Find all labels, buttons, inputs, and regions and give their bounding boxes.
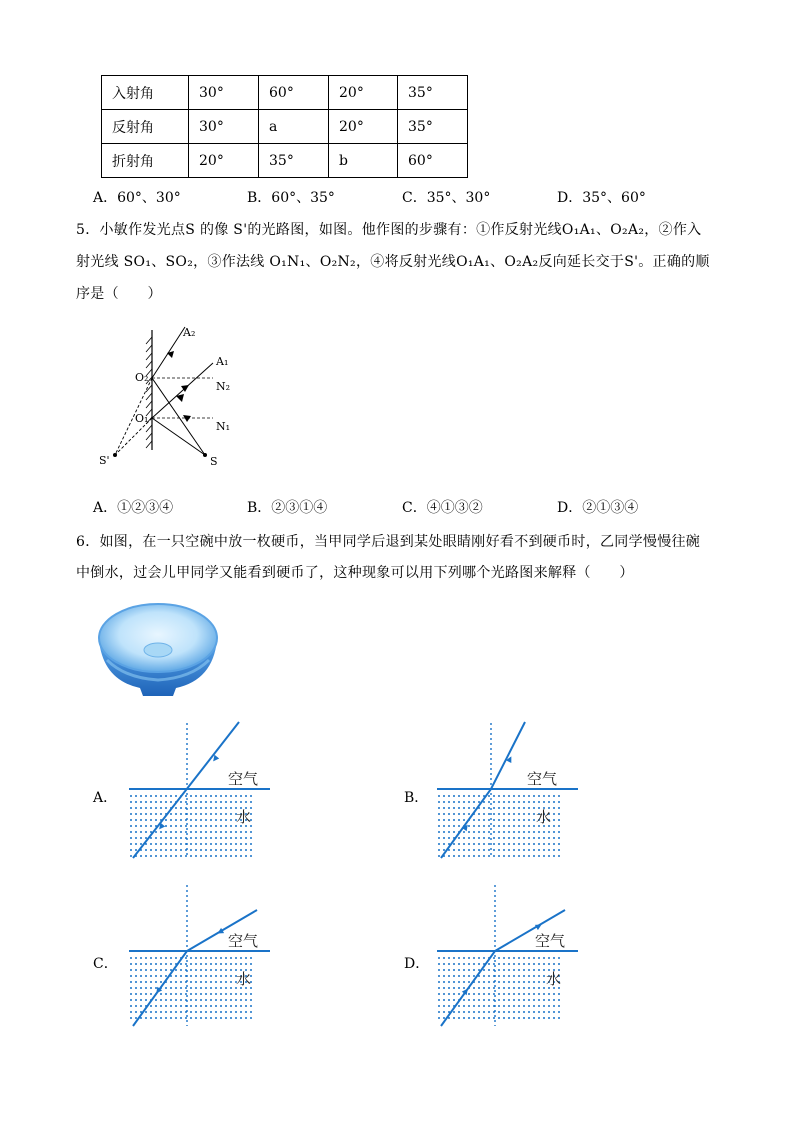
label-a2: A₂ [183,326,196,339]
air-label: 空气 [228,770,259,788]
label-s: S [210,455,218,468]
air-label: 空气 [535,932,566,950]
water-dots [130,795,252,857]
q4-option-b[interactable]: B．60°、35° [247,190,335,206]
water-label: 水 [546,970,562,988]
refraction-diagram-a[interactable] [125,718,275,864]
table-cell: 35° [259,144,329,178]
table-cell: 35° [398,110,468,144]
water-dots [130,957,252,1019]
water-label: 水 [236,970,252,988]
table-cell: 60° [398,144,468,178]
water-label: 水 [536,808,552,826]
coin-icon [144,643,172,657]
label-o1: O₁ [135,412,149,425]
light-source-point [203,453,207,457]
angle-table [101,75,468,178]
label-n1: N₁ [216,420,231,433]
air-label: 空气 [527,770,558,788]
table-cell: 35° [398,76,468,110]
label-o2: O₂ [135,371,149,384]
virtual-image-point [113,453,117,457]
label-n2: N₂ [216,380,231,393]
table-cell: 反射角 [102,110,189,144]
water-dots [438,957,560,1019]
q5-stem-line3: 序是（ ） [76,286,162,302]
q5-stem-line1: 5．小敏作发光点S 的像 S'的光路图，如图。他作图的步骤有：①作反射光线O₁A₁、O₂A₂，②作入 [76,222,702,238]
table-cell: 20° [189,144,259,178]
table-cell: 30° [189,110,259,144]
q5-stem-line2: 射光线 SO₁、SO₂，③作法线 O₁N₁、O₂N₂，④将反射光线O₁A₁、O₂A₂反向延长交于S'。正确的顺 [76,254,710,270]
mirror-reflection-diagram [95,315,245,475]
refraction-diagram-d[interactable] [433,880,583,1030]
incident-ray-so1 [152,418,205,455]
q5-option-a[interactable]: A．①②③④ [93,500,174,516]
q4-option-c[interactable]: C．35°、30° [402,190,491,206]
table-cell: 20° [329,110,398,144]
reflected-ray-o2a2 [152,327,185,378]
option-label-a: A． [93,790,118,806]
q6-stem-line2: 中倒水，过会儿甲同学又能看到硬币了，这种现象可以用下列哪个光路图来解释（ ） [76,565,634,581]
water-label: 水 [236,808,252,826]
table-row [102,76,468,110]
q4-option-a[interactable]: A．60°、30° [93,190,181,206]
q6-stem-line1: 6．如图，在一只空碗中放一枚硬币，当甲同学后退到某处眼睛刚好看不到硬币时，乙同学慢慢往碗 [76,534,701,550]
label-a1: A₁ [216,355,229,368]
table-row [102,110,468,144]
table-cell: b [329,144,398,178]
option-label-c: C． [93,956,118,972]
bowl-image [95,600,221,700]
q5-option-b[interactable]: B．②③①④ [247,500,328,516]
option-label-d: D． [404,956,430,972]
q5-option-d[interactable]: D．②①③④ [557,500,639,516]
refraction-diagram-c[interactable] [125,880,275,1030]
arrow-icon [167,351,174,358]
table-cell: a [259,110,329,144]
q5-option-c[interactable]: C．④①③② [402,500,483,516]
q4-option-d[interactable]: D．35°、60° [557,190,646,206]
table-cell: 60° [259,76,329,110]
table-cell: 入射角 [102,76,189,110]
table-row [102,144,468,178]
refraction-diagram-b[interactable] [433,718,583,864]
table-cell: 折射角 [102,144,189,178]
air-label: 空气 [228,932,259,950]
arrow-icon [183,415,191,422]
option-label-b: B． [404,790,429,806]
mirror-hatching [146,337,152,448]
table-cell: 20° [329,76,398,110]
incident-ray-so2 [152,378,205,455]
label-s-prime: S' [99,454,110,467]
table-cell: 30° [189,76,259,110]
